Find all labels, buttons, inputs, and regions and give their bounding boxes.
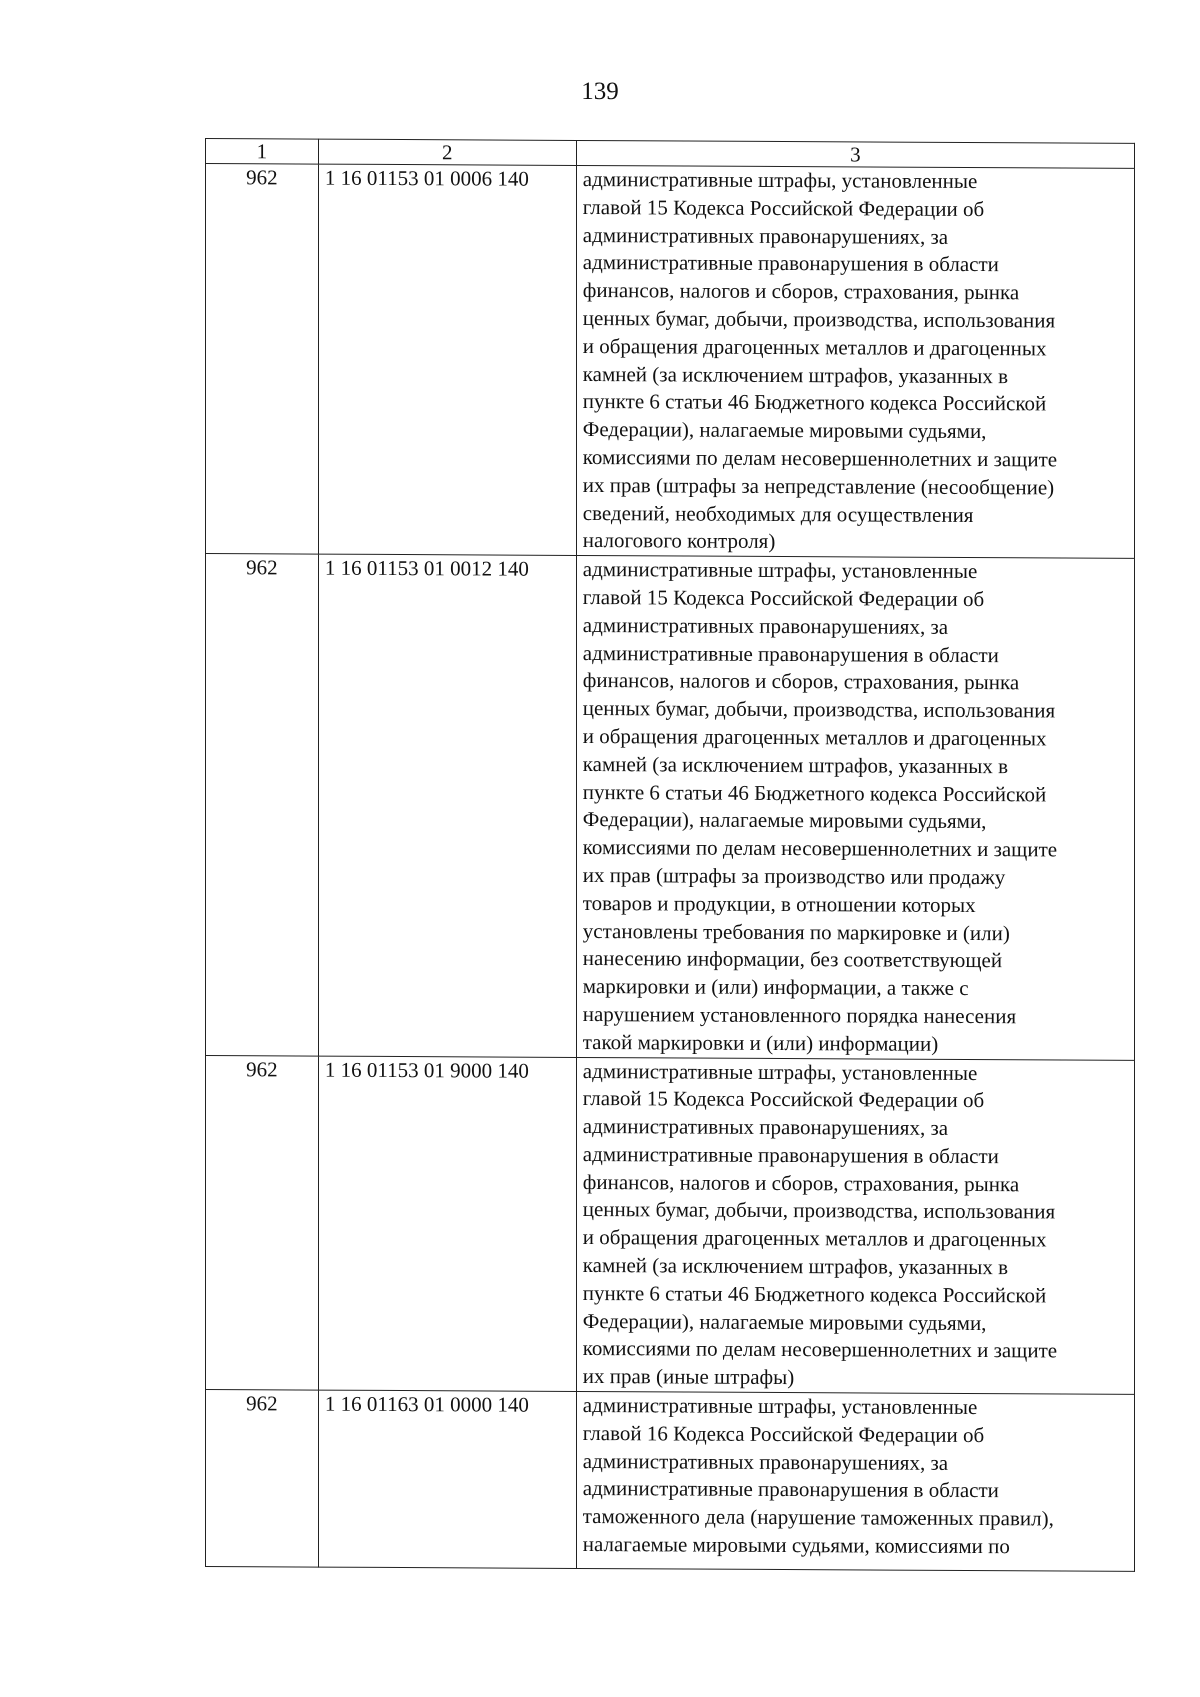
revenue-description: административные штрафы, установленные главой 16 Кодекса Российской Федерации об административных правонарушениях, за административные правонарушения в области таможенного дела (нарушение таможенных правил), налагаемые мировыми судьями, комиссиями по: [576, 1392, 1134, 1572]
budget-classification-code: 1 16 01153 01 0006 140: [318, 164, 576, 556]
administrator-code: 962: [206, 1390, 319, 1568]
revenue-codes-table: [205, 138, 1135, 1572]
budget-classification-code: 1 16 01153 01 0012 140: [318, 554, 576, 1057]
budget-classification-code: 1 16 01163 01 0000 140: [318, 1390, 576, 1568]
administrator-code: 962: [206, 554, 319, 1056]
table-row: [206, 1390, 1135, 1572]
revenue-description: административные штрафы, установленные главой 15 Кодекса Российской Федерации об административных правонарушениях, за административные правонарушения в области финансов, налогов и сборов, страхования, рынка ценных бумаг, добычи, производства, использования и обращения драгоценных металлов и драгоценных камней (за исключением штрафов, указанных в пункте 6 статьи 46 Бюджетного кодекса Российской Федерации), налагаемые мировыми судьями, комиссиями по делам несовершеннолетних и защите их прав (штрафы за непредставление (несообщение) сведений, необходимых для осуществления налогового контроля): [576, 165, 1134, 558]
column-header-3: 3: [576, 140, 1134, 168]
revenue-description: административные штрафы, установленные главой 15 Кодекса Российской Федерации об административных правонарушениях, за административные правонарушения в области финансов, налогов и сборов, страхования, рынка ценных бумаг, добычи, производства, использования и обращения драгоценных металлов и драгоценных камней (за исключением штрафов, указанных в пункте 6 статьи 46 Бюджетного кодекса Российской Федерации), налагаемые мировыми судьями, комиссиями по делам несовершеннолетних и защите их прав (штрафы за производство или продажу товаров и продукции, в отношении которых установлены требования по маркировке и (или) нанесению информации, без соответствующей маркировки и (или) информации, а также с нарушением установленного порядка нанесения такой маркировки и (или) информации): [576, 556, 1134, 1060]
column-header-1: 1: [206, 139, 319, 165]
administrator-code: 962: [206, 164, 319, 555]
table-row: [206, 164, 1135, 559]
page-number: 139: [581, 78, 619, 105]
table-row: [206, 1055, 1135, 1394]
administrator-code: 962: [206, 1055, 319, 1390]
budget-classification-code: 1 16 01153 01 9000 140: [318, 1056, 576, 1392]
revenue-description: административные штрафы, установленные главой 15 Кодекса Российской Федерации об административных правонарушениях, за административные правонарушения в области финансов, налогов и сборов, страхования, рынка ценных бумаг, добычи, производства, использования и обращения драгоценных металлов и драгоценных камней (за исключением штрафов, указанных в пункте 6 статьи 46 Бюджетного кодекса Российской Федерации), налагаемые мировыми судьями, комиссиями по делам несовершеннолетних и защите их прав (иные штрафы): [576, 1057, 1134, 1394]
table-row: [206, 554, 1135, 1060]
column-header-2: 2: [318, 139, 576, 165]
